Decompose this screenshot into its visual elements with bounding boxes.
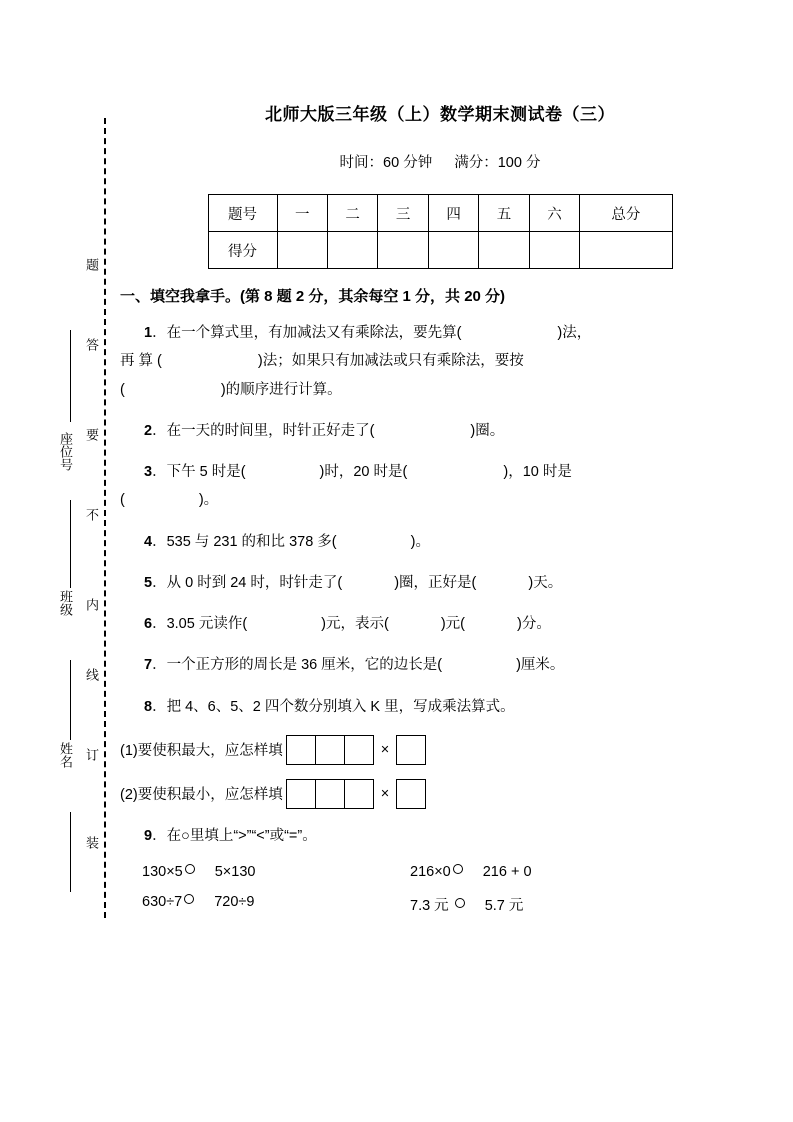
question-9-text-a: ．在○里填上“>”“<”或“=”。 [152, 827, 317, 844]
question-6-number: 6 [144, 616, 153, 633]
question-1-text-a: ．在一个算式里，有加减法又有乘除法，要先算( [152, 325, 462, 341]
question-9-r2-right-b: 5.7 元 [484, 898, 524, 915]
question-1-text-e: ( [120, 381, 125, 398]
question-8-sub-1-label: (1)要使积最大，应怎样填 [120, 743, 283, 760]
question-8 [120, 693, 760, 721]
question-9-r1-right-a: 216×0 [410, 864, 451, 881]
question-3-text-b: )时，20 时是( [319, 464, 408, 481]
question-9-r1-left-b: 5×130 [214, 864, 256, 881]
answer-box[interactable] [396, 735, 426, 765]
score-table-col-2: 三 [378, 195, 428, 232]
exam-meta [120, 151, 760, 172]
question-2-text-a: ．在一天的时间里，时针正好走了( [152, 422, 375, 439]
score-cell-2[interactable] [378, 232, 428, 269]
question-5-text-b: )圈，正好是( [394, 574, 477, 591]
question-3-text-a: ．下午 5 时是( [152, 464, 246, 481]
question-9-row-2 [120, 894, 760, 915]
score-table-col-6: 总分 [580, 195, 672, 232]
question-9 [120, 822, 760, 850]
margin-char-ding: 订 [84, 748, 99, 763]
exam-total-score: 满分：100 分 [454, 155, 541, 171]
margin-char-nei: 内 [84, 598, 99, 613]
question-9-r2-left-b: 720÷9 [214, 894, 255, 911]
question-9-row-1-right [410, 864, 710, 880]
question-1-number: 1 [144, 325, 153, 341]
question-4-text-a: ．535 与 231 的和比 378 多( [152, 533, 337, 550]
question-5-number: 5 [144, 574, 153, 591]
exam-page [120, 0, 760, 1122]
question-9-r1-right-b: 216 + 0 [482, 864, 532, 881]
question-8-sub-1 [120, 735, 760, 765]
field-class-rule [70, 660, 71, 740]
score-table-col-0: 一 [277, 195, 327, 232]
compare-circle-icon[interactable] [184, 894, 194, 904]
field-seat-number: 座位号 [58, 432, 73, 471]
score-table-col-5: 六 [529, 195, 579, 232]
question-3 [120, 458, 760, 515]
answer-box[interactable] [344, 735, 374, 765]
compare-circle-icon[interactable] [453, 864, 463, 874]
answer-box[interactable] [286, 735, 316, 765]
question-4-text-b: )。 [410, 533, 430, 550]
page-title: 北师大版三年级（上）数学期末测试卷（三） [265, 105, 615, 124]
question-1-text-b: )法， [557, 325, 592, 341]
question-5-text-c: )天。 [528, 574, 563, 591]
answer-box-group-1 [287, 735, 426, 765]
field-name-rule [70, 812, 71, 892]
question-4 [120, 528, 760, 556]
answer-box-group-2 [287, 779, 426, 809]
score-cell-5[interactable] [529, 232, 579, 269]
answer-box[interactable] [315, 779, 345, 809]
question-5-text-a: ．从 0 时到 24 时，时针走了( [152, 574, 343, 591]
exam-left-margin [0, 0, 120, 1122]
question-6-text-d: )分。 [517, 616, 551, 633]
compare-circle-icon[interactable] [185, 864, 195, 874]
question-8-number: 8 [144, 698, 153, 715]
question-7-number: 7 [144, 657, 153, 674]
answer-box[interactable] [396, 779, 426, 809]
question-7-text-b: )厘米。 [516, 657, 565, 674]
question-5 [120, 569, 760, 597]
field-name: 姓名 [58, 742, 73, 768]
margin-char-zhuang: 装 [84, 836, 99, 851]
question-3-text-e: )。 [198, 492, 219, 509]
margin-char-da: 答 [84, 338, 99, 353]
multiply-symbol-1: × [380, 741, 390, 758]
margin-char-xian: 线 [84, 668, 99, 683]
margin-char-yao: 要 [84, 428, 99, 443]
field-seat-number-rule2 [70, 500, 71, 588]
compare-circle-icon[interactable] [455, 898, 465, 908]
section-title-1: 一、填空我拿手。(第 8 题 2 分，其余每空 1 分，共 20 分) [120, 288, 506, 305]
question-1 [120, 319, 760, 404]
answer-box[interactable] [344, 779, 374, 809]
score-table-col-3: 四 [428, 195, 478, 232]
table-row-score [208, 232, 672, 269]
field-class: 班级 [58, 590, 73, 616]
score-cell-0[interactable] [277, 232, 327, 269]
fold-dashed-line [104, 118, 106, 918]
score-table-row-label-1: 得分 [208, 232, 277, 269]
question-9-row-2-right [410, 894, 710, 915]
margin-char-ti: 题 [84, 258, 99, 273]
question-2-number: 2 [144, 422, 153, 439]
question-9-r2-left-a: 630÷7 [142, 894, 183, 911]
question-6-text-b: )元，表示( [321, 616, 389, 633]
question-1-text-d: )法；如果只有加减法或只有乘除法，要按 [257, 353, 524, 370]
question-1-text-c: 再 算 ( [120, 353, 162, 370]
question-9-row-2-left [120, 894, 410, 915]
score-table-col-1: 二 [327, 195, 377, 232]
margin-char-bu: 不 [84, 508, 99, 523]
question-9-row-1-left [120, 864, 410, 880]
question-3-number: 3 [144, 464, 153, 481]
question-9-r1-left-a: 130×5 [142, 864, 183, 881]
table-row-header [208, 195, 672, 232]
question-9-number: 9 [144, 827, 153, 844]
question-3-text-d: ( [120, 492, 125, 509]
multiply-symbol-2: × [380, 785, 390, 802]
score-table-row-label-0: 题号 [208, 195, 277, 232]
question-2 [120, 417, 760, 445]
question-6-text-c: )元( [440, 616, 465, 633]
question-6-text-a: ．3.05 元读作( [152, 616, 248, 633]
question-7-text-a: ．一个正方形的周长是 36 厘米，它的边长是( [152, 657, 443, 674]
question-8-text-a: ．把 4、6、5、2 四个数分别填入 K 里，写成乘法算式。 [152, 698, 515, 715]
question-3-text-c: )，10 时是 [503, 464, 572, 481]
question-2-text-b: )圈。 [470, 422, 505, 439]
answer-box[interactable] [315, 735, 345, 765]
score-cell-4[interactable] [479, 232, 529, 269]
question-1-text-f: )的顺序进行计算。 [220, 381, 342, 398]
score-cell-6[interactable] [580, 232, 672, 269]
question-7 [120, 651, 760, 679]
answer-box[interactable] [286, 779, 316, 809]
score-table-col-4: 五 [479, 195, 529, 232]
score-cell-1[interactable] [327, 232, 377, 269]
question-6 [120, 610, 760, 638]
exam-time: 时间：60 分钟 [339, 155, 433, 171]
score-table [208, 194, 673, 269]
question-9-row-1 [120, 864, 760, 880]
field-seat-number-rule [70, 330, 71, 422]
score-cell-3[interactable] [428, 232, 478, 269]
question-4-number: 4 [144, 533, 153, 550]
question-8-sub-2 [120, 779, 760, 809]
question-8-sub-2-label: (2)要使积最小，应怎样填 [120, 787, 283, 804]
question-9-r2-right-a: 7.3 元 [410, 898, 453, 915]
